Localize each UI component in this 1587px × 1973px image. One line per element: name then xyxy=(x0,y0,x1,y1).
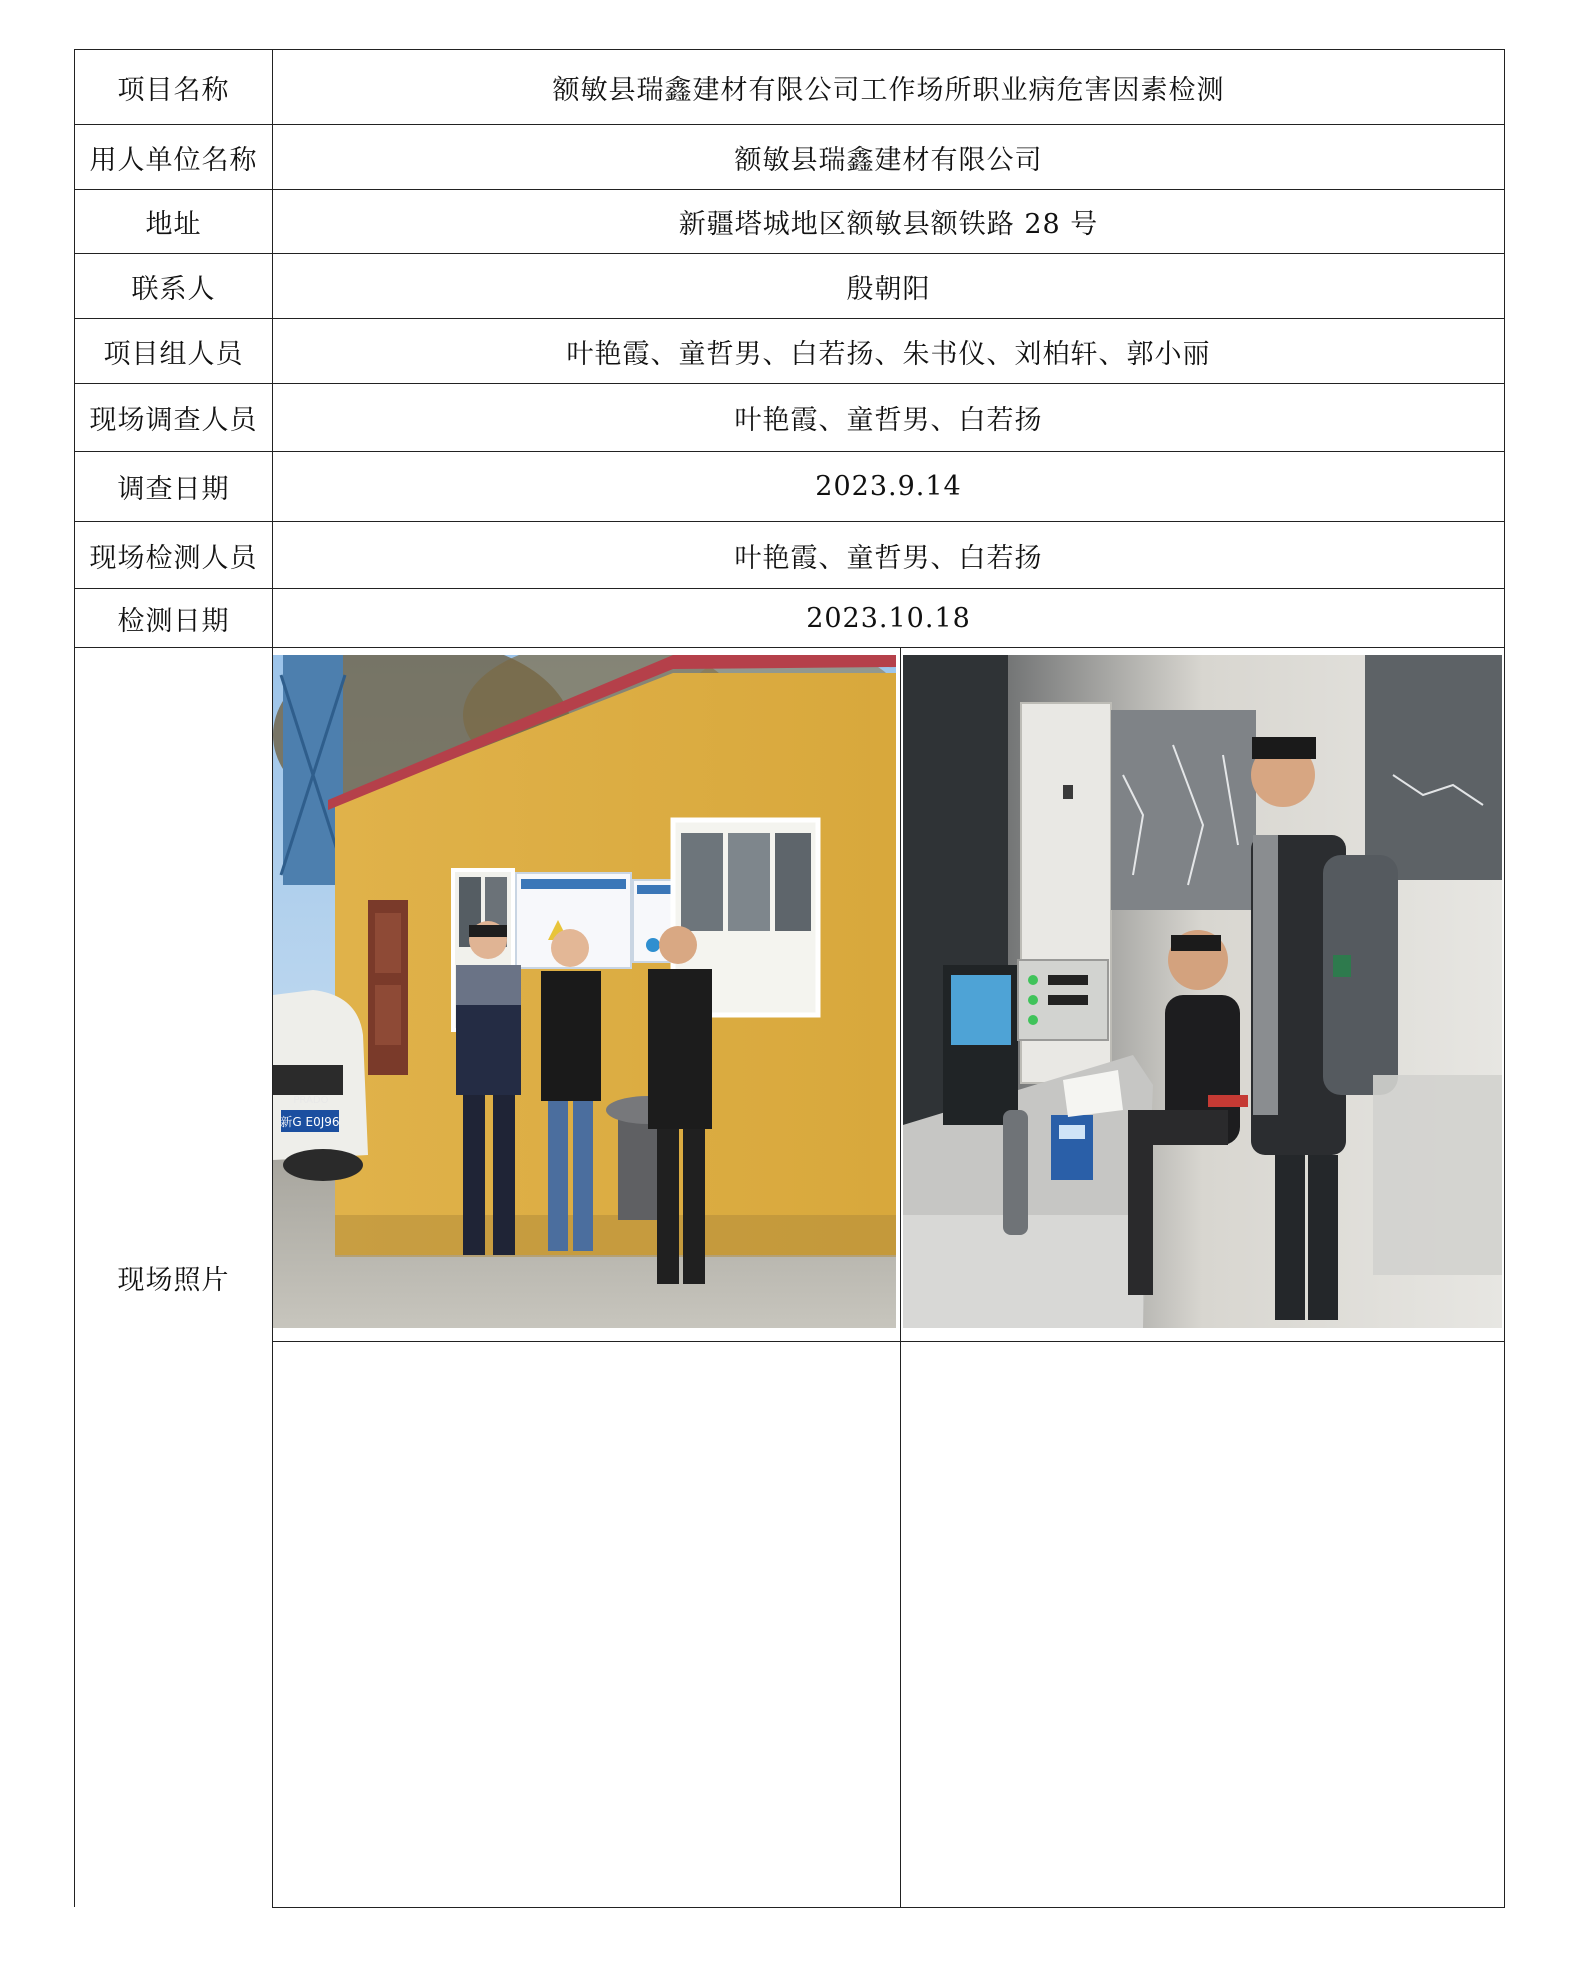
label-testing-staff: 现场检测人员 xyxy=(89,542,258,574)
label-project-name: 项目名称 xyxy=(117,74,230,106)
label-survey-date: 调查日期 xyxy=(117,474,230,505)
label-testing-date: 检测日期 xyxy=(117,605,230,637)
license-plate-text: 新G E0J96 xyxy=(280,1115,340,1129)
photo-column-divider xyxy=(900,647,901,1907)
label-contact: 联系人 xyxy=(131,273,216,305)
table-border-right xyxy=(1504,49,1505,1907)
table-border-bottom xyxy=(272,1907,1505,1908)
value-address: 新疆塔城地区额敏县额铁路 28 号 xyxy=(678,209,1099,240)
value-employer-name: 额敏县瑞鑫建材有限公司 xyxy=(734,144,1043,176)
car-badge-text: PRADO xyxy=(293,1095,329,1106)
value-survey-staff: 叶艳霞、童哲男、白若扬 xyxy=(734,405,1043,436)
value-contact: 殷朝阳 xyxy=(846,273,931,305)
value-testing-date: 2023.10.18 xyxy=(806,602,971,634)
label-employer-name: 用人单位名称 xyxy=(89,144,258,176)
value-project-name: 额敏县瑞鑫建材有限公司工作场所职业病危害因素检测 xyxy=(552,74,1225,106)
row-divider xyxy=(74,647,1505,648)
photo-row-divider xyxy=(272,1341,1505,1342)
label-survey-staff: 现场调查人员 xyxy=(89,405,258,436)
label-site-photos: 现场照片 xyxy=(117,1265,230,1296)
label-address: 地址 xyxy=(145,209,202,240)
value-testing-staff: 叶艳霞、童哲男、白若扬 xyxy=(734,542,1043,574)
site-photo-outdoor xyxy=(273,655,896,1328)
value-survey-date: 2023.9.14 xyxy=(815,471,962,502)
label-project-team: 项目组人员 xyxy=(103,338,244,370)
site-photo-control-room xyxy=(903,655,1502,1328)
value-project-team: 叶艳霞、童哲男、白若扬、朱书仪、刘柏轩、郭小丽 xyxy=(566,338,1211,370)
